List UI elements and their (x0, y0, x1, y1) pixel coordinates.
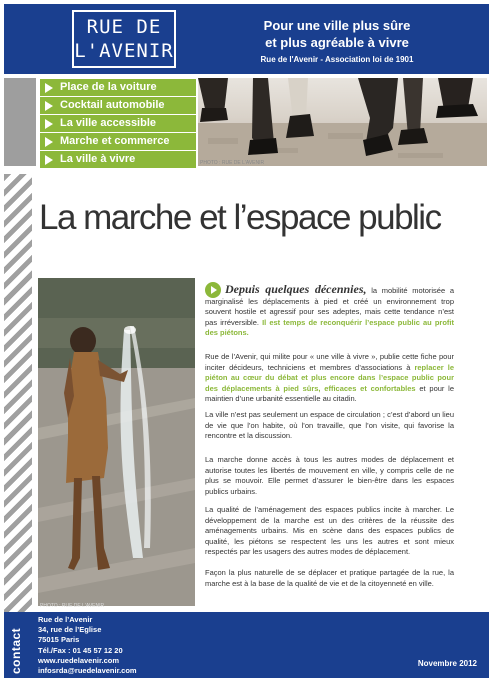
contact-phone: Tél./Fax : 01 45 57 12 20 (38, 645, 123, 655)
arrow-right-icon (45, 101, 53, 111)
tagline-line1: Pour une ville plus sûre (263, 18, 411, 33)
contact-details (38, 615, 137, 676)
photo-credit-bottom: PHOTO : RUE DE L'AVENIR (40, 603, 105, 609)
logo-line2: L'AVENIR (74, 40, 174, 62)
para2-after: et pour le maintien d’une urbanité essentielle au citadin. (205, 383, 455, 404)
nav-item-ville-a-vivre[interactable] (40, 151, 196, 168)
nav-item-place-voiture[interactable] (40, 79, 196, 96)
arrow-right-icon (45, 155, 53, 165)
arrow-right-icon (45, 119, 53, 129)
logo[interactable] (72, 10, 176, 68)
para2-before: Rue de l’Avenir, qui milite pour « une ville à vivre », publie cette fiche pour inciter décideurs, techniciens et membres d’associations à (205, 352, 454, 372)
walking-feet-photo (198, 78, 487, 166)
nav-item-label: Place de la voiture (60, 81, 157, 93)
nav-item-label: Marche et commerce (60, 135, 170, 147)
photo-credit-top: PHOTO : RUE DE L'AVENIR (200, 160, 265, 166)
contact-website[interactable]: www.ruedelavenir.com (38, 655, 120, 665)
paragraph-5: La qualité de l’aménagement des espaces publics incite à marcher. Le développement de la marche est un des critères de la réussite des aménagements urbains. Mis en scène dans des espaces publics de qualité, les piétons se respectent les uns les autres et sont mieux respectés par les usagers des autres modes de déplacement. (205, 505, 454, 557)
decorative-stripes (4, 174, 32, 612)
paragraph-6: Façon la plus naturelle de se déplacer et pratique partagée de la rue, la marche est à la base de la qualité de vie et de la citoyenneté en ville. (205, 568, 454, 588)
association-label: Rue de l'Avenir - Association loi de 1901 (260, 55, 414, 64)
logo-line1: RUE DE (86, 16, 162, 38)
tagline (192, 17, 482, 51)
header-banner (4, 4, 489, 74)
paragraph-4: La marche donne accès à tous les autres modes de déplacement et autorise toutes les libertés de mouvement en ville, y compris celle de ne plus se mouvoir. Elle permet d’assurer le bien-être dans les espaces publics urbains. (205, 455, 454, 496)
nav-side-block (4, 78, 36, 166)
page-title: La marche et l’espace public (39, 198, 441, 237)
walking-feet-illustration (198, 78, 487, 166)
contact-label: contact (9, 627, 23, 674)
nav-item-label: Cocktail automobile (60, 99, 165, 111)
nav-item-marche-commerce[interactable] (40, 133, 196, 150)
intro-highlight: Il est temps de reconquérir l’espace public au profit des piétons. (205, 317, 454, 338)
contact-street: 34, rue de l’Eglise (38, 625, 102, 635)
para2-highlight: replacer le piéton au cœur du débat et plus encore dans l’espace public pour des déplacements à pied sûrs, efficaces et confortables (205, 362, 454, 393)
paragraph-3: La ville n’est pas seulement un espace de circulation ; c’est d’abord un lieu de vie que l’on habite, où l’on travaille, que l’on visite, qui favorise la rencontre et la discussion. (205, 410, 454, 441)
nav-item-cocktail-automobile[interactable] (40, 97, 196, 114)
paragraph-2 (205, 352, 454, 405)
contact-org: Rue de l’Avenir (38, 615, 93, 624)
intro-text: la mobilité motorisée a marginalisé les déplacements à pied et créé un environnement trop souvent hostile et agressif pour ses adeptes, mais cette tendance n’est pas irréversible. (205, 286, 454, 327)
contact-email[interactable]: infosrda@ruedelavenir.com (38, 666, 137, 676)
intro-lead: Depuis quelques décennies, (225, 282, 367, 296)
contact-city: 75015 Paris (38, 635, 80, 645)
nav-item-ville-accessible[interactable] (40, 115, 196, 132)
nav-item-label: La ville accessible (60, 117, 157, 129)
intro-paragraph (205, 284, 454, 339)
child-fountain-illustration (38, 278, 195, 606)
child-fountain-photo (38, 278, 195, 606)
tagline-line2: et plus agréable à vivre (265, 35, 409, 50)
footer (4, 612, 489, 678)
nav-item-label: La ville à vivre (60, 153, 136, 165)
arrow-right-icon (45, 137, 53, 147)
arrow-right-icon (45, 83, 53, 93)
footer-date: Novembre 2012 (417, 659, 477, 668)
